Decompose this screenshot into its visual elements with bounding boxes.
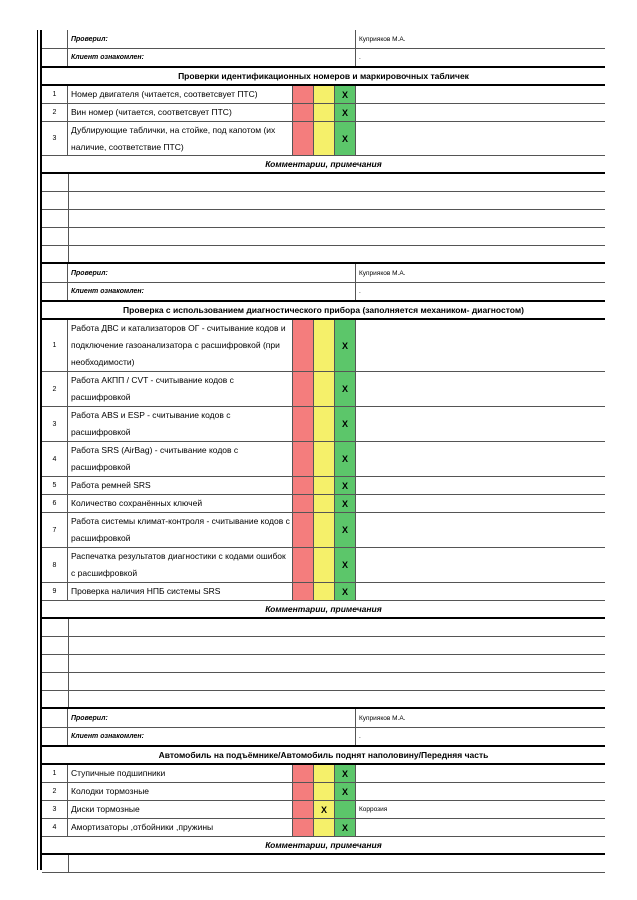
- item-note[interactable]: [356, 548, 605, 582]
- comments-header-row: [42, 601, 605, 619]
- comment-line[interactable]: [68, 192, 605, 209]
- item-number: 1: [42, 765, 68, 782]
- status-red-cell[interactable]: [293, 801, 314, 818]
- row-number-cell: [42, 49, 68, 66]
- inspector-name[interactable]: Куприяков М.А.: [359, 269, 406, 277]
- status-red-cell[interactable]: [293, 372, 314, 406]
- comment-line-row: [42, 655, 605, 673]
- status-red-cell[interactable]: [293, 104, 314, 121]
- status-green-cell[interactable]: X: [335, 783, 356, 800]
- status-yellow-cell[interactable]: X: [314, 801, 335, 818]
- status-green-cell[interactable]: [335, 801, 356, 818]
- status-green-cell[interactable]: X: [335, 86, 356, 103]
- comments-header-row: [42, 156, 605, 174]
- status-red-cell[interactable]: [293, 765, 314, 782]
- checked-by-label: Проверил:: [68, 30, 356, 48]
- status-red-cell[interactable]: [293, 122, 314, 155]
- item-note[interactable]: [356, 122, 605, 155]
- comment-line[interactable]: [68, 174, 605, 191]
- status-green-cell[interactable]: X: [335, 407, 356, 441]
- checklist-row: [42, 548, 605, 583]
- checklist-row: [42, 320, 605, 372]
- item-number: 9: [42, 583, 68, 600]
- status-yellow-cell[interactable]: [314, 104, 335, 121]
- status-green-cell[interactable]: X: [335, 122, 356, 155]
- status-yellow-cell[interactable]: [314, 783, 335, 800]
- item-description: Амортизаторы ,отбойники ,пружины: [68, 819, 293, 836]
- status-green-cell[interactable]: X: [335, 765, 356, 782]
- item-number: 3: [42, 122, 68, 155]
- item-description: Работа ABS и ESP - считывание кодов с расшифровкой: [68, 407, 293, 441]
- item-number: 5: [42, 477, 68, 494]
- comment-line-row: [42, 619, 605, 637]
- comment-line-row: [42, 228, 605, 246]
- item-note[interactable]: [356, 372, 605, 406]
- status-yellow-cell[interactable]: [314, 513, 335, 547]
- status-green-cell[interactable]: X: [335, 495, 356, 512]
- status-red-cell[interactable]: [293, 783, 314, 800]
- checklist-row: [42, 495, 605, 513]
- comments-title: Комментарии, примечания: [265, 840, 382, 850]
- comment-line[interactable]: [68, 855, 605, 872]
- status-yellow-cell[interactable]: [314, 495, 335, 512]
- comments-title: Комментарии, примечания: [265, 604, 382, 614]
- status-yellow-cell[interactable]: [314, 86, 335, 103]
- comment-line-row: [42, 192, 605, 210]
- comment-line[interactable]: [68, 655, 605, 672]
- item-note[interactable]: [356, 495, 605, 512]
- comment-line-row: [42, 673, 605, 691]
- checklist-row: [42, 583, 605, 601]
- status-red-cell[interactable]: [293, 86, 314, 103]
- item-description: Проверка наличия НПБ системы SRS: [68, 583, 293, 600]
- client-acknowledged-label: Клиент ознакомлен:: [68, 728, 356, 745]
- item-description: Работа ДВС и катализаторов ОГ - считывание кодов и подключение газоанализатора с расшифровкой (при необходимости): [68, 320, 293, 371]
- comment-line[interactable]: [68, 619, 605, 636]
- checked-by-label: Проверил:: [68, 264, 356, 282]
- item-number: 2: [42, 372, 68, 406]
- checklist-row: [42, 819, 605, 837]
- item-description: Диски тормозные: [68, 801, 293, 818]
- inspector-name[interactable]: Куприяков М.А.: [359, 714, 406, 722]
- item-description: Вин номер (читается, соответсвует ПТС): [68, 104, 293, 121]
- item-note[interactable]: [356, 320, 605, 371]
- client-acknowledged-label: Клиент ознакомлен:: [68, 49, 356, 66]
- status-red-cell[interactable]: [293, 477, 314, 494]
- item-number: 8: [42, 548, 68, 582]
- item-note[interactable]: [356, 583, 605, 600]
- item-number: 6: [42, 495, 68, 512]
- section-header-diagnostics: [42, 302, 605, 320]
- comment-line-row: [42, 174, 605, 192]
- item-number: 3: [42, 801, 68, 818]
- inspector-name[interactable]: Куприяков М.А.: [359, 35, 406, 43]
- section-header-id-numbers: [42, 68, 605, 86]
- status-green-cell[interactable]: X: [335, 372, 356, 406]
- item-note[interactable]: Коррозия: [359, 806, 388, 813]
- item-description: Работа ремней SRS: [68, 477, 293, 494]
- status-red-cell[interactable]: [293, 583, 314, 600]
- signoff-checked-row: [42, 30, 605, 49]
- status-yellow-cell[interactable]: [314, 765, 335, 782]
- item-number: 1: [42, 86, 68, 103]
- item-number: 2: [42, 104, 68, 121]
- comment-line[interactable]: [68, 673, 605, 690]
- item-number: 3: [42, 407, 68, 441]
- item-note[interactable]: [356, 783, 605, 800]
- status-yellow-cell[interactable]: [314, 819, 335, 836]
- status-green-cell[interactable]: X: [335, 104, 356, 121]
- signoff-client-row: [42, 283, 605, 302]
- checklist-row: [42, 122, 605, 156]
- item-note[interactable]: [356, 819, 605, 836]
- client-signature[interactable]: .: [359, 54, 361, 61]
- status-yellow-cell[interactable]: [314, 122, 335, 155]
- comment-line-row: [42, 855, 605, 873]
- checklist-row: [42, 86, 605, 104]
- status-green-cell[interactable]: X: [335, 513, 356, 547]
- status-red-cell[interactable]: [293, 819, 314, 836]
- status-red-cell[interactable]: [293, 548, 314, 582]
- checked-by-label: Проверил:: [68, 709, 356, 727]
- comment-line-row: [42, 637, 605, 655]
- row-number-cell: [42, 728, 68, 745]
- row-number-cell: [42, 709, 68, 727]
- section-title: Автомобиль на подъёмнике/Автомобиль поднят наполовину/Передняя часть: [158, 750, 489, 760]
- item-description: Ступичные подшипники: [68, 765, 293, 782]
- item-note[interactable]: [356, 86, 605, 103]
- checklist-row: [42, 477, 605, 495]
- status-yellow-cell[interactable]: [314, 407, 335, 441]
- status-green-cell[interactable]: X: [335, 477, 356, 494]
- left-border-outer: [37, 30, 38, 870]
- checklist-row: [42, 783, 605, 801]
- inspection-table: [42, 30, 605, 873]
- comments-header-row: [42, 837, 605, 855]
- comment-line-row: [42, 691, 605, 709]
- item-note[interactable]: [356, 407, 605, 441]
- status-red-cell[interactable]: [293, 407, 314, 441]
- item-description: Номер двигателя (читается, соответсвует ПТС): [68, 86, 293, 103]
- client-signature[interactable]: .: [359, 733, 361, 740]
- item-note[interactable]: [356, 442, 605, 476]
- comment-line-row: [42, 210, 605, 228]
- comment-line[interactable]: [68, 637, 605, 654]
- signoff-checked-row: [42, 264, 605, 283]
- checklist-row: [42, 442, 605, 477]
- signoff-client-row: [42, 728, 605, 747]
- comment-line[interactable]: [68, 210, 605, 227]
- item-description: Колодки тормозные: [68, 783, 293, 800]
- status-green-cell[interactable]: X: [335, 320, 356, 371]
- checklist-row: [42, 801, 605, 819]
- checklist-row: [42, 104, 605, 122]
- item-note[interactable]: [356, 765, 605, 782]
- row-number-cell: [42, 30, 68, 48]
- status-red-cell[interactable]: [293, 320, 314, 371]
- item-number: 1: [42, 320, 68, 371]
- signoff-client-row: [42, 49, 605, 68]
- checklist-row: [42, 372, 605, 407]
- status-red-cell[interactable]: [293, 513, 314, 547]
- client-acknowledged-label: Клиент ознакомлен:: [68, 283, 356, 300]
- comment-line[interactable]: [68, 246, 605, 262]
- status-yellow-cell[interactable]: [314, 477, 335, 494]
- checklist-row: [42, 513, 605, 548]
- status-green-cell[interactable]: X: [335, 548, 356, 582]
- client-signature[interactable]: .: [359, 288, 361, 295]
- row-number-cell: [42, 283, 68, 300]
- item-description: Работа АКПП / CVT - считывание кодов с расшифровкой: [68, 372, 293, 406]
- status-yellow-cell[interactable]: [314, 442, 335, 476]
- item-note[interactable]: [356, 513, 605, 547]
- row-number-cell: [42, 264, 68, 282]
- item-number: 4: [42, 819, 68, 836]
- status-green-cell[interactable]: X: [335, 442, 356, 476]
- item-description: Количество сохранённых ключей: [68, 495, 293, 512]
- comment-line[interactable]: [68, 228, 605, 245]
- status-green-cell[interactable]: X: [335, 583, 356, 600]
- status-yellow-cell[interactable]: [314, 320, 335, 371]
- section-title: Проверки идентификационных номеров и маркировочных табличек: [178, 71, 469, 81]
- checklist-row: [42, 765, 605, 783]
- status-yellow-cell[interactable]: [314, 372, 335, 406]
- item-number: 2: [42, 783, 68, 800]
- section-header-lift-front: [42, 747, 605, 765]
- item-description: Дублирующие таблички, на стойке, под капотом (их наличие, соответствие ПТС): [68, 122, 293, 155]
- item-description: Распечатка результатов диагностики с кодами ошибок с расшифровкой: [68, 548, 293, 582]
- item-number: 7: [42, 513, 68, 547]
- status-red-cell[interactable]: [293, 495, 314, 512]
- comments-title: Комментарии, примечания: [265, 159, 382, 169]
- section-title: Проверка с использованием диагностического прибора (заполняется механиком- диагностом): [123, 305, 524, 315]
- item-note[interactable]: [356, 104, 605, 121]
- status-red-cell[interactable]: [293, 442, 314, 476]
- comment-line-row: [42, 246, 605, 264]
- signoff-checked-row: [42, 709, 605, 728]
- item-note[interactable]: [356, 477, 605, 494]
- status-yellow-cell[interactable]: [314, 548, 335, 582]
- item-description: Работа SRS (AirBag) - считывание кодов с расшифровкой: [68, 442, 293, 476]
- item-description: Работа системы климат-контроля - считывание кодов с расшифровкой: [68, 513, 293, 547]
- status-yellow-cell[interactable]: [314, 583, 335, 600]
- comment-line[interactable]: [68, 691, 605, 707]
- status-green-cell[interactable]: X: [335, 819, 356, 836]
- item-number: 4: [42, 442, 68, 476]
- checklist-row: [42, 407, 605, 442]
